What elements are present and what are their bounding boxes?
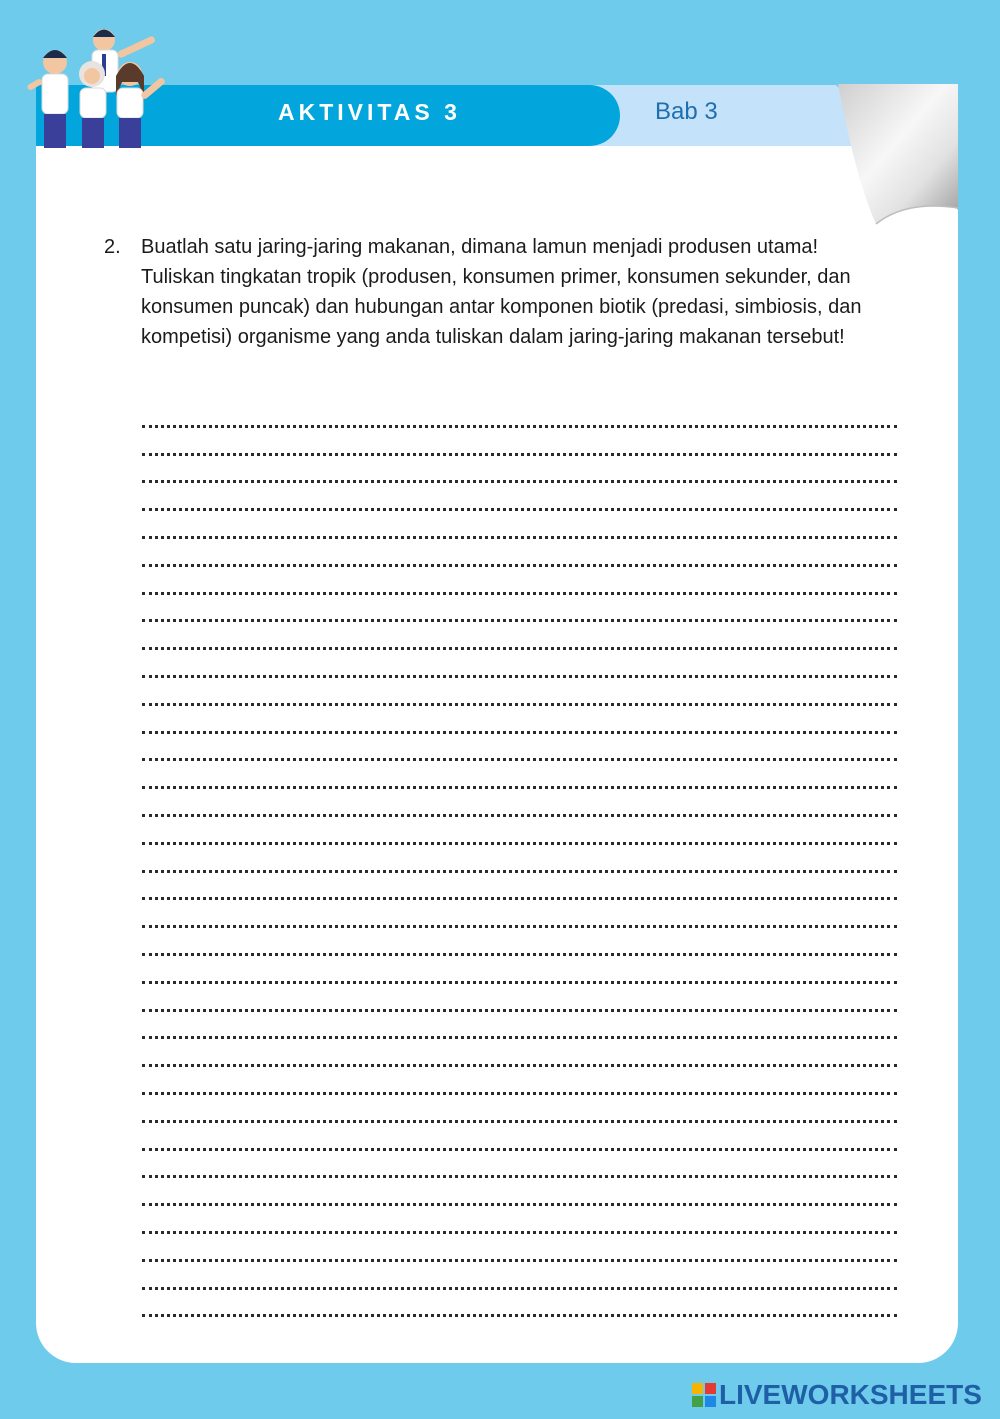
- answer-line[interactable]: [142, 400, 897, 428]
- chapter-label: Bab 3: [655, 98, 718, 125]
- answer-line[interactable]: [142, 1290, 897, 1318]
- answer-line[interactable]: [142, 1039, 897, 1067]
- answer-line[interactable]: [142, 845, 897, 873]
- answer-line[interactable]: [142, 511, 897, 539]
- answer-line[interactable]: [142, 706, 897, 734]
- answer-line[interactable]: [142, 678, 897, 706]
- answer-area[interactable]: [142, 400, 897, 1317]
- liveworksheets-logo-icon: [692, 1383, 716, 1407]
- answer-line[interactable]: [142, 650, 897, 678]
- answer-line[interactable]: [142, 1206, 897, 1234]
- answer-line[interactable]: [142, 928, 897, 956]
- answer-line[interactable]: [142, 483, 897, 511]
- question-number: 2.: [104, 236, 121, 258]
- question-text: Buatlah satu jaring-jaring makanan, dimana lamun menjadi produsen utama! Tuliskan tingkatan tropik (produsen, konsumen primer, konsumen sekunder, dan konsumen puncak) dan hubungan antar komponen biotik (predasi, simbiosis, dan kompetisi) organisme yang anda tuliskan dalam jaring-jaring makanan tersebut!: [141, 236, 862, 348]
- answer-line[interactable]: [142, 956, 897, 984]
- answer-line[interactable]: [142, 428, 897, 456]
- answer-line[interactable]: [142, 1012, 897, 1040]
- answer-line[interactable]: [142, 1151, 897, 1179]
- answer-line[interactable]: [142, 1123, 897, 1151]
- answer-line[interactable]: [142, 789, 897, 817]
- answer-line[interactable]: [142, 456, 897, 484]
- answer-line[interactable]: [142, 1234, 897, 1262]
- students-illustration: [22, 22, 192, 148]
- answer-line[interactable]: [142, 567, 897, 595]
- answer-line[interactable]: [142, 1095, 897, 1123]
- answer-line[interactable]: [142, 817, 897, 845]
- answer-line[interactable]: [142, 900, 897, 928]
- answer-line[interactable]: [142, 734, 897, 762]
- page-curl-decoration: [836, 80, 962, 226]
- activity-title: AKTIVITAS 3: [278, 99, 461, 125]
- answer-line[interactable]: [142, 761, 897, 789]
- answer-line[interactable]: [142, 873, 897, 901]
- answer-line[interactable]: [142, 1178, 897, 1206]
- liveworksheets-brand: [692, 1380, 982, 1410]
- answer-line[interactable]: [142, 539, 897, 567]
- answer-line[interactable]: [142, 622, 897, 650]
- answer-line[interactable]: [142, 595, 897, 623]
- answer-line[interactable]: [142, 984, 897, 1012]
- brand-name: LIVEWORKSHEETS: [719, 1379, 982, 1410]
- answer-line[interactable]: [142, 1067, 897, 1095]
- answer-line[interactable]: [142, 1262, 897, 1290]
